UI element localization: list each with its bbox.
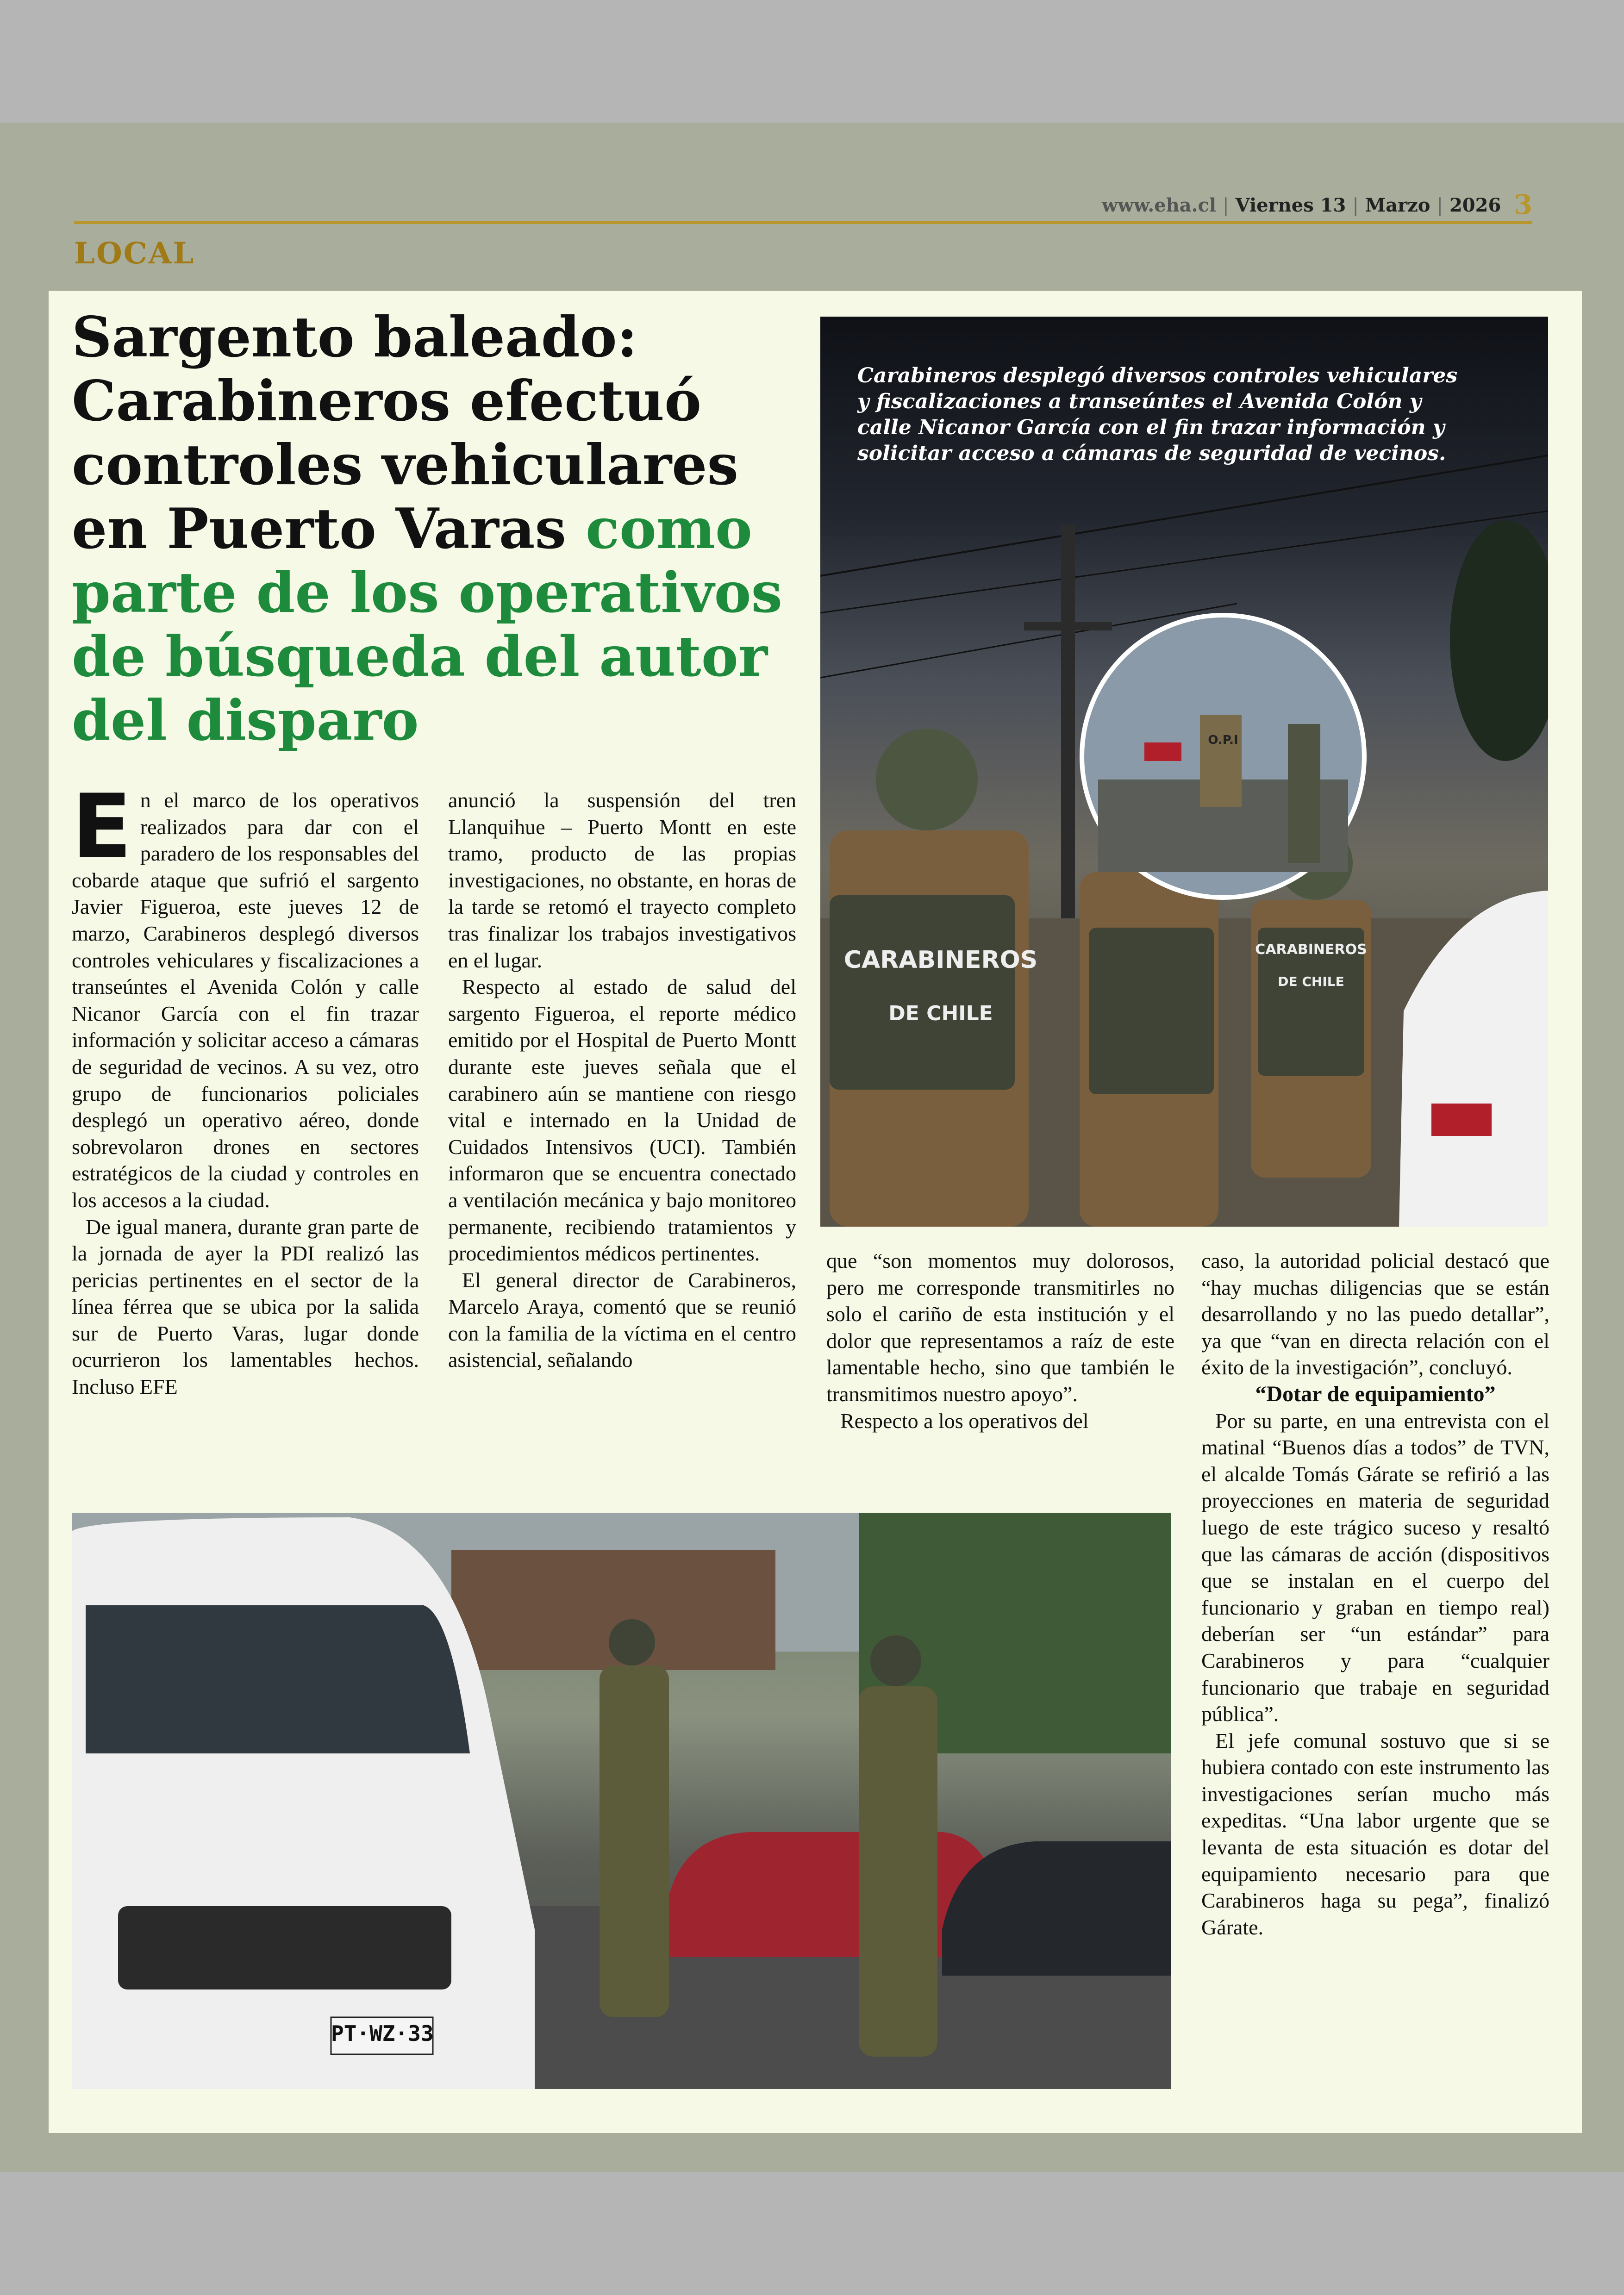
column-3-paragraph-2: Respecto a los operativos del (840, 1409, 1089, 1433)
column-2-paragraph-1: anunció la suspensión del tren Llanquihue – Puerto Montt en este tramo, producto de las propias investigaciones, no obstante, en horas de la tarde se retomó el trayecto completo tras finalizar los trabajos investigativos en el lugar. (448, 788, 796, 972)
column-1-paragraph-2: De igual manera, durante gran parte de la jornada de ayer la PDI realizó las pericias pertinentes en el sector de la línea férrea que se ubica por la salida sur de Puerto Varas, lugar donde ocurrieron los lamentables hechos. Incluso EFE (72, 1215, 419, 1399)
header-rule (74, 221, 1532, 224)
section-label: LOCAL (74, 236, 195, 271)
article-column-4 (1201, 1247, 1549, 1940)
article-column-2 (448, 787, 796, 1373)
article-column-1 (72, 775, 419, 1400)
column-4-paragraph-3: El jefe comunal sostuvo que si se hubiera contado con este instrumento las investigaciones serían mucho más expeditas. “Una labor urgente que se levanta de esta situación es dotar del equipamiento necesario para que Carabineros haga su pega”, finalizó Gárate. (1201, 1728, 1549, 1939)
header-year: 2026 (1449, 194, 1501, 216)
license-plate: PT·WZ·33 (331, 2021, 434, 2046)
vest-label-3: CARABINEROS (1255, 942, 1367, 958)
subheading: “Dotar de equipamiento” (1255, 1381, 1496, 1406)
header-month: Marzo (1365, 194, 1430, 216)
page-number: 3 (1514, 189, 1533, 220)
bottom-photo (72, 1513, 1171, 2089)
vest-label-5: O.P.I (1208, 733, 1238, 747)
vest-label-1: CARABINEROS (843, 946, 1038, 974)
vest-label-4: DE CHILE (1278, 974, 1344, 989)
vest-label-2: DE CHILE (888, 1002, 993, 1025)
column-2-paragraph-2: Respecto al estado de salud del sargento Figueroa, el reporte médico emitido por el Hospital de Puerto Montt durante este jueves señala que el carabinero aún se mantiene con riesgo vital e internado en la Unidad de Cuidados Intensivos (UCI). También informaron que se encuentra conectado a ventilación mecánica y bajo monitoreo permanente, recibiendo tratamientos y procedimientos médicos pertinentes. (448, 975, 796, 1266)
article-column-3 (826, 1247, 1174, 1434)
column-3-paragraph-1: que “son momentos muy dolorosos, pero me corresponde transmitirles no solo el cariño de esta institución y el dolor que representamos a raíz de este lamentable hecho, sino que también le transmitimos nuestro apoyo”. (826, 1249, 1174, 1406)
site-url: www.eha.cl (1102, 194, 1217, 216)
column-2-paragraph-3: El general director de Carabineros, Marcelo Araya, comentó que se reunió con la familia de la víctima en el centro asistencial, señalando (448, 1268, 796, 1372)
page-header-meta: www.eha.cl | Viernes 13 | Marzo | 2026 (1102, 194, 1501, 216)
bottom-photo-scene (72, 1513, 1171, 2089)
headline-green: como parte de los operativos de búsqueda del autor del disparo (72, 496, 783, 753)
header-day: Viernes 13 (1235, 194, 1346, 216)
helmet-1 (876, 729, 978, 830)
headline-black: Sargento baleado: Carabineros efectuó controles vehiculares en Puerto Varas (72, 305, 738, 561)
column-1-paragraph-1: En el marco de los operativos realizados para dar con el paradero de los responsables del cobarde ataque que sufrió el sargento Javier Figueroa, este jueves 12 de marzo, Carabineros desplegó diversos controles vehiculares y fiscalizaciones a transeúntes el Avenida Colón y calle Nicanor García con el fin trazar información y solicitar acceso a cámaras de seguridad de vecinos. A su vez, otro grupo de funcionarios policiales desplegó un operativo aéreo, donde sobrevolaron drones en sectores estratégicos de la ciudad y controles en los accesos a la ciudad. (72, 775, 419, 1212)
headline (72, 306, 803, 753)
top-photo-caption: Carabineros desplegó diversos controles vehiculares y fiscalizaciones a transeúntes el Avenida Colón y calle Nicanor García con el fin trazar información y solicitar acceso a cámaras de seguridad de vecinos. (857, 364, 1458, 465)
column-4-paragraph-2: Por su parte, en una entrevista con el matinal “Buenos días a todos” de TVN, el alcalde Tomás Gárate se refirió a las proyecciones en materia de seguridad luego de este trágico suceso y resaltó que las cámaras de acción (dispositivos que se instalan en el cuerpo del funcionario y graban en tiempo real) deberían ser “un estándar” para Carabineros y para “cualquier funcionario que trabaje en seguridad pública”. (1201, 1409, 1549, 1726)
drop-cap: E (72, 775, 132, 878)
top-photo (820, 317, 1548, 1227)
column-4-paragraph-1: caso, la autoridad policial destacó que “hay muchas diligencias que se están desarrollando y no las puedo detallar”, ya que “van en directa relación con el éxito de la investigación”, concluyó. (1201, 1249, 1549, 1379)
